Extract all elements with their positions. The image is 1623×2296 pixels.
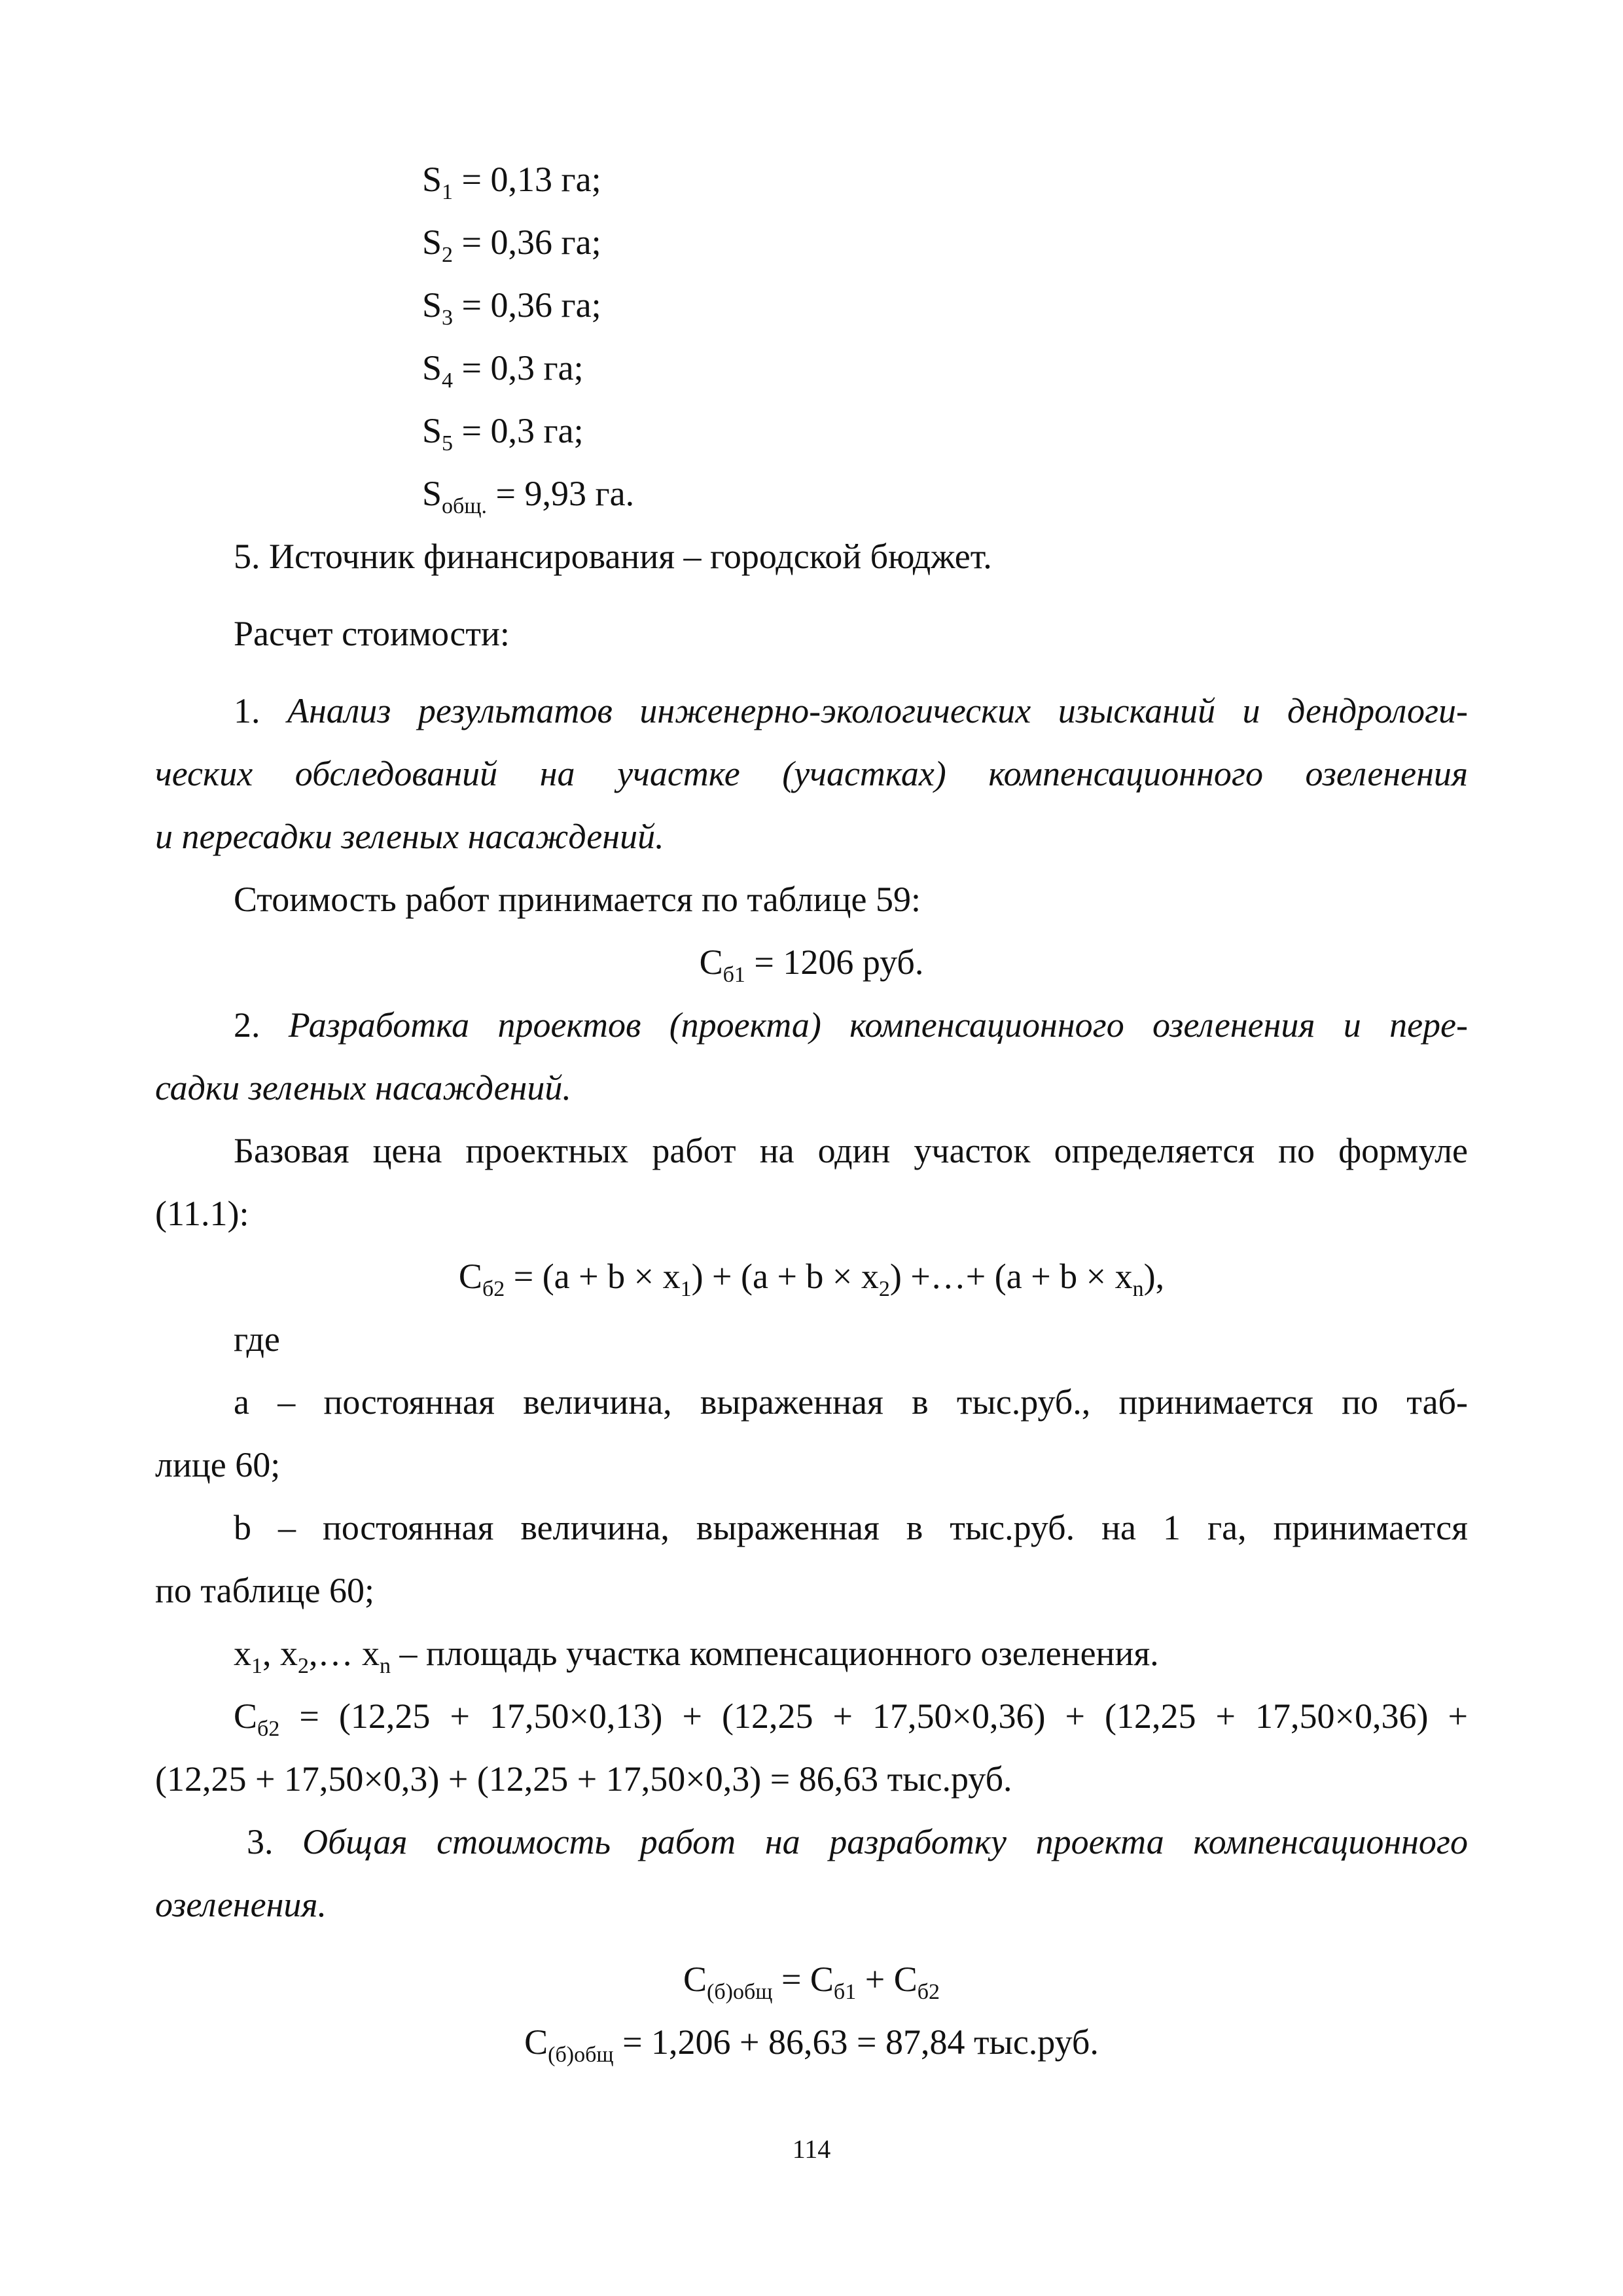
def-a-line1: a – постоянная величина, выраженная в тыс.руб., принимается по таб- — [234, 1382, 1468, 1422]
page-number: 114 — [792, 2134, 831, 2164]
base-price-line2: (11.1): — [155, 1194, 249, 1233]
item3-line1: 3. Общая стоимость работ на разработку проекта компенсационного — [247, 1822, 1468, 1861]
area-s4: $S_4 = 0,3$ га; — [422, 348, 584, 393]
total-formula: $С_{(б)общ} = С_{б1} + С_{б2}$ — [683, 1960, 940, 2004]
area-s3: $S_3 = 0,36$ га; — [422, 285, 601, 330]
item1-line3: и пересадки зеленых насаждений. — [155, 817, 664, 856]
item1-line1: 1. Анализ результатов инженерно-экологических изысканий и дендрологи- — [234, 691, 1468, 730]
item2-line2: садки зеленых насаждений. — [155, 1068, 571, 1107]
formula-cb2: $С_{б2} = (a + b \times x_1) + (a + b \times x_2)$ +…+ $(a + b \times x_n)$, — [458, 1257, 1165, 1301]
where-label: где — [234, 1319, 280, 1359]
cost-table-ref: Стоимость работ принимается по таблице 59: — [234, 880, 921, 919]
item2-line1: 2. Разработка проектов (проекта) компенсационного озеленения и пере- — [234, 1005, 1468, 1045]
def-x: $x_1$, $x_2,\dots$ $x_n$ – площадь участка компенсационного озеленения. — [234, 1634, 1159, 1678]
def-b-line2: по таблице 60; — [155, 1571, 374, 1610]
base-price-line1: Базовая цена проектных работ на один участок определяется по формуле — [234, 1131, 1468, 1170]
calc-cb2-line1: $С_{б2} = (12,25 + 17,50\times 0,13) + (12,25 + 17,50\times 0,36) + (12,25 + 17,50\times 0,36)$ + — [234, 1696, 1468, 1741]
area-s1: $S_1 = 0,13$ га; — [422, 160, 601, 204]
item1-line2: ческих обследований на участке (участках) компенсационного озеленения — [155, 754, 1468, 793]
total-value: $С_{(б)общ} = 1,206 + 86,63 = 87,84$ тыс.руб. — [524, 2022, 1099, 2067]
financing-source: 5. Источник финансирования – городской бюджет. — [234, 537, 992, 576]
calc-heading: Расчет стоимости: — [234, 614, 510, 653]
calc-cb2-line2: (12,25 + 17,50×0,3) + (12,25 + 17,50×0,3) = 86,63 тыс.руб. — [155, 1759, 1012, 1799]
area-s2: $S_2 = 0,36$ га; — [422, 223, 601, 267]
formula-cb1: $С_{б1} = 1206$ руб. — [699, 942, 924, 987]
def-a-line2: лице 60; — [155, 1445, 281, 1484]
area-total: $S_{общ.} = 9,93$ га. — [422, 474, 635, 518]
def-b-line1: b – постоянная величина, выраженная в тыс.руб. на 1 га, принимается — [234, 1508, 1468, 1547]
area-s5: $S_5 = 0,3$ га; — [422, 411, 584, 456]
item3-line2: озеленения. — [155, 1885, 327, 1924]
